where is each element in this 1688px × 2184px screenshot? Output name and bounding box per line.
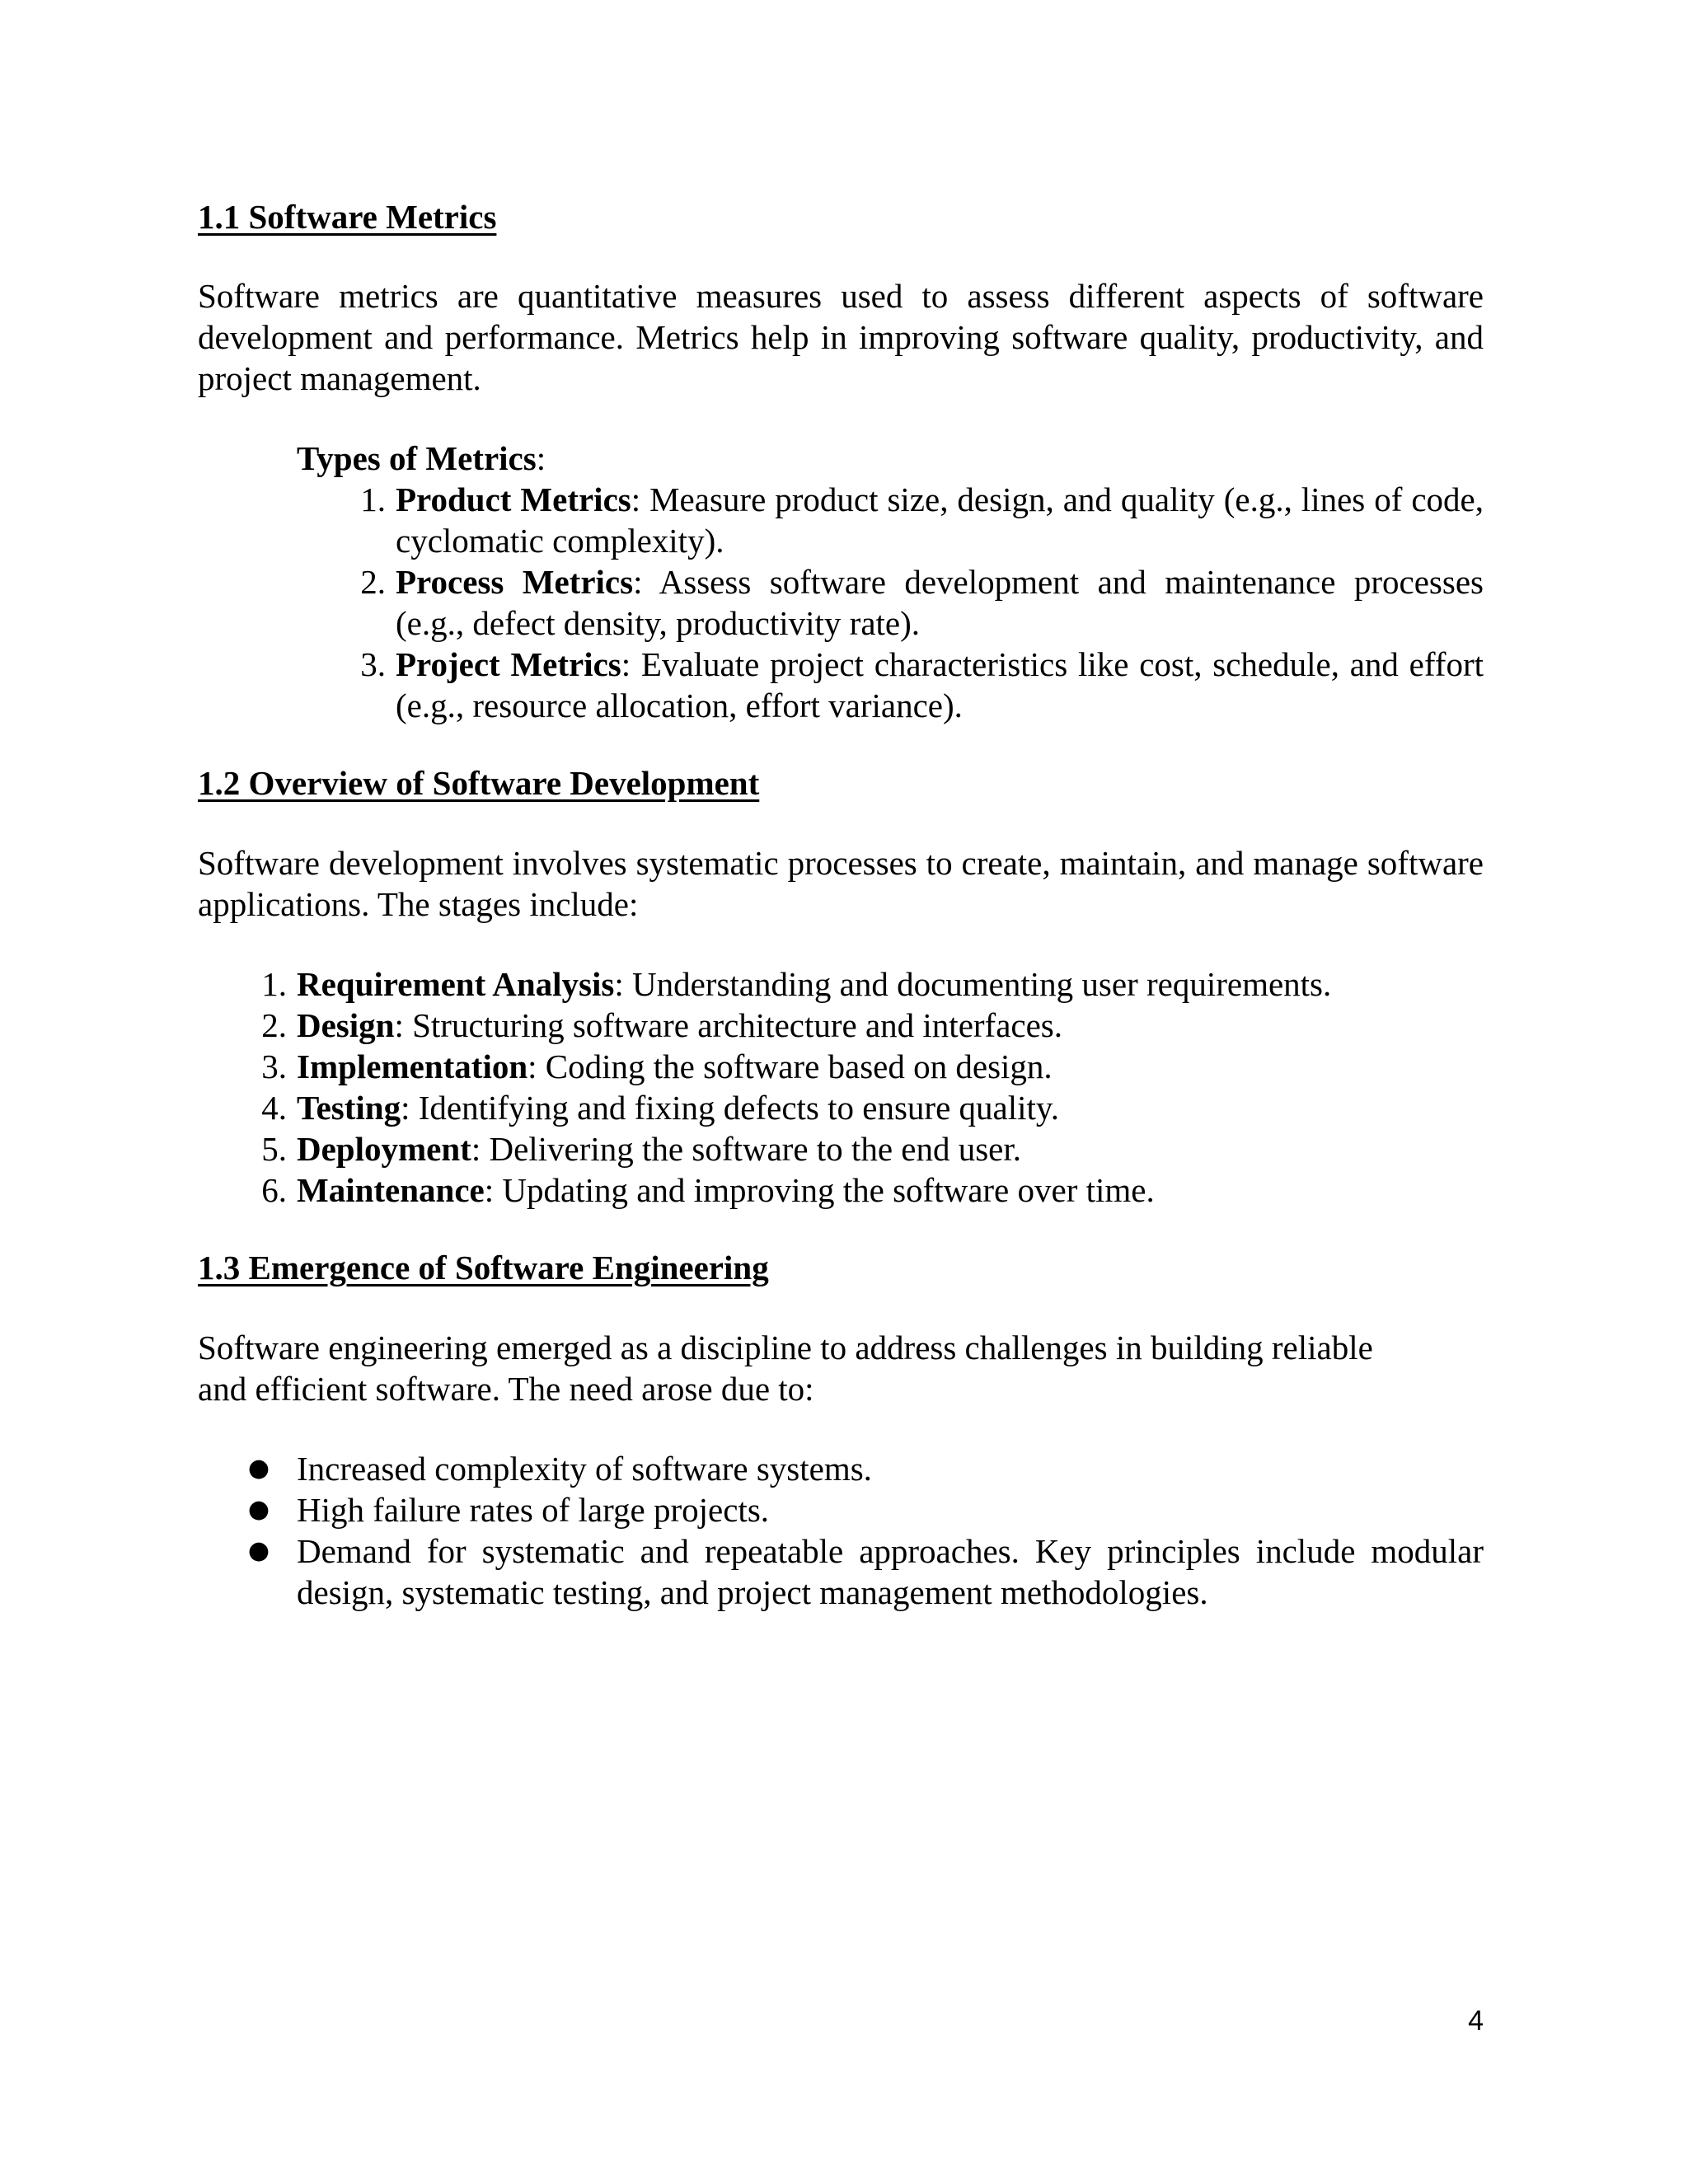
list-item-text: : Understanding and documenting user requirements. [614, 965, 1332, 1003]
list-item-text: : Updating and improving the software over time. [484, 1171, 1155, 1209]
development-stages-list [261, 963, 1484, 1211]
list-item-text: High failure rates of large projects. [297, 1491, 770, 1529]
list-item-label: Maintenance [297, 1171, 485, 1209]
list-item-number: 2. [360, 563, 386, 601]
list-item-label: Product Metrics [396, 480, 631, 518]
list-item-number: 3. [360, 645, 386, 683]
list-item-label: Implementation [297, 1047, 528, 1085]
list-item [247, 1448, 1484, 1489]
engineering-needs-list [247, 1448, 1484, 1613]
list-item-label: Process Metrics [396, 563, 634, 601]
page-number: 4 [1468, 2005, 1484, 2036]
list-item-number: 1. [261, 965, 287, 1003]
list-item-number: 2. [261, 1006, 287, 1044]
list-item-number: 6. [261, 1171, 287, 1209]
software-metrics-intro: Software metrics are quantitative measures used to assess different aspects of software development and performance. Metrics help in improving software quality, productivity, and project management. [198, 277, 1484, 397]
list-item [261, 1087, 1484, 1128]
list-item-number: 3. [261, 1047, 287, 1085]
bullet-icon: ● [247, 1454, 270, 1483]
bullet-icon: ● [247, 1495, 270, 1524]
list-item-text: : Evaluate project characteristics like cost, schedule, and effort (e.g., resource allocation, effort variance). [396, 645, 1484, 724]
types-of-metrics-colon: : [536, 439, 546, 477]
list-item [261, 1005, 1484, 1046]
list-item-text: : Identifying and fixing defects to ensure quality. [401, 1089, 1059, 1127]
metrics-types-list [360, 479, 1484, 726]
list-item-label: Design [297, 1006, 395, 1044]
list-item-text: Increased complexity of software systems. [297, 1450, 872, 1488]
list-item [261, 1169, 1484, 1211]
list-item [247, 1530, 1484, 1613]
software-engineering-intro-line-1: Software engineering emerged as a discipline to address challenges in building reliable [198, 1329, 1373, 1366]
list-item [247, 1489, 1484, 1530]
types-of-metrics-label: Types of Metrics [297, 439, 537, 477]
software-engineering-intro-line-2: and efficient software. The need arose due to: [198, 1370, 814, 1408]
section-heading-software-engineering: 1.3 Emergence of Software Engineering [198, 1249, 769, 1286]
list-item-label: Project Metrics [396, 645, 621, 683]
list-item [261, 963, 1484, 1005]
list-item [261, 1046, 1484, 1087]
list-item-text: : Structuring software architecture and interfaces. [394, 1006, 1062, 1044]
list-item-number: 5. [261, 1130, 287, 1168]
list-item [360, 561, 1484, 644]
list-item-text: : Measure product size, design, and quality (e.g., lines of code, cyclomatic complexity). [396, 480, 1484, 560]
list-item-number: 1. [360, 480, 386, 518]
list-item-label: Testing [297, 1089, 401, 1127]
section-heading-software-development: 1.2 Overview of Software Development [198, 764, 760, 802]
types-of-metrics-heading [297, 438, 546, 479]
list-item [360, 644, 1484, 726]
list-item-text: Demand for systematic and repeatable approaches. Key principles include modular design, systematic testing, and project management methodologies. [297, 1532, 1484, 1611]
list-item-text: : Delivering the software to the end user. [471, 1130, 1022, 1168]
list-item [360, 479, 1484, 561]
bullet-icon: ● [247, 1536, 270, 1565]
list-item-label: Deployment [297, 1130, 471, 1168]
software-development-intro: Software development involves systematic processes to create, maintain, and manage software applications. The stages include: [198, 844, 1484, 923]
list-item [261, 1128, 1484, 1169]
section-heading-software-metrics: 1.1 Software Metrics [198, 198, 497, 236]
software-engineering-intro [198, 1327, 1484, 1409]
list-item-label: Requirement Analysis [297, 965, 615, 1003]
list-item-number: 4. [261, 1089, 287, 1127]
list-item-text: : Coding the software based on design. [528, 1047, 1053, 1085]
list-item-text: : Assess software development and maintenance processes (e.g., defect density, productivity rate). [396, 563, 1484, 642]
